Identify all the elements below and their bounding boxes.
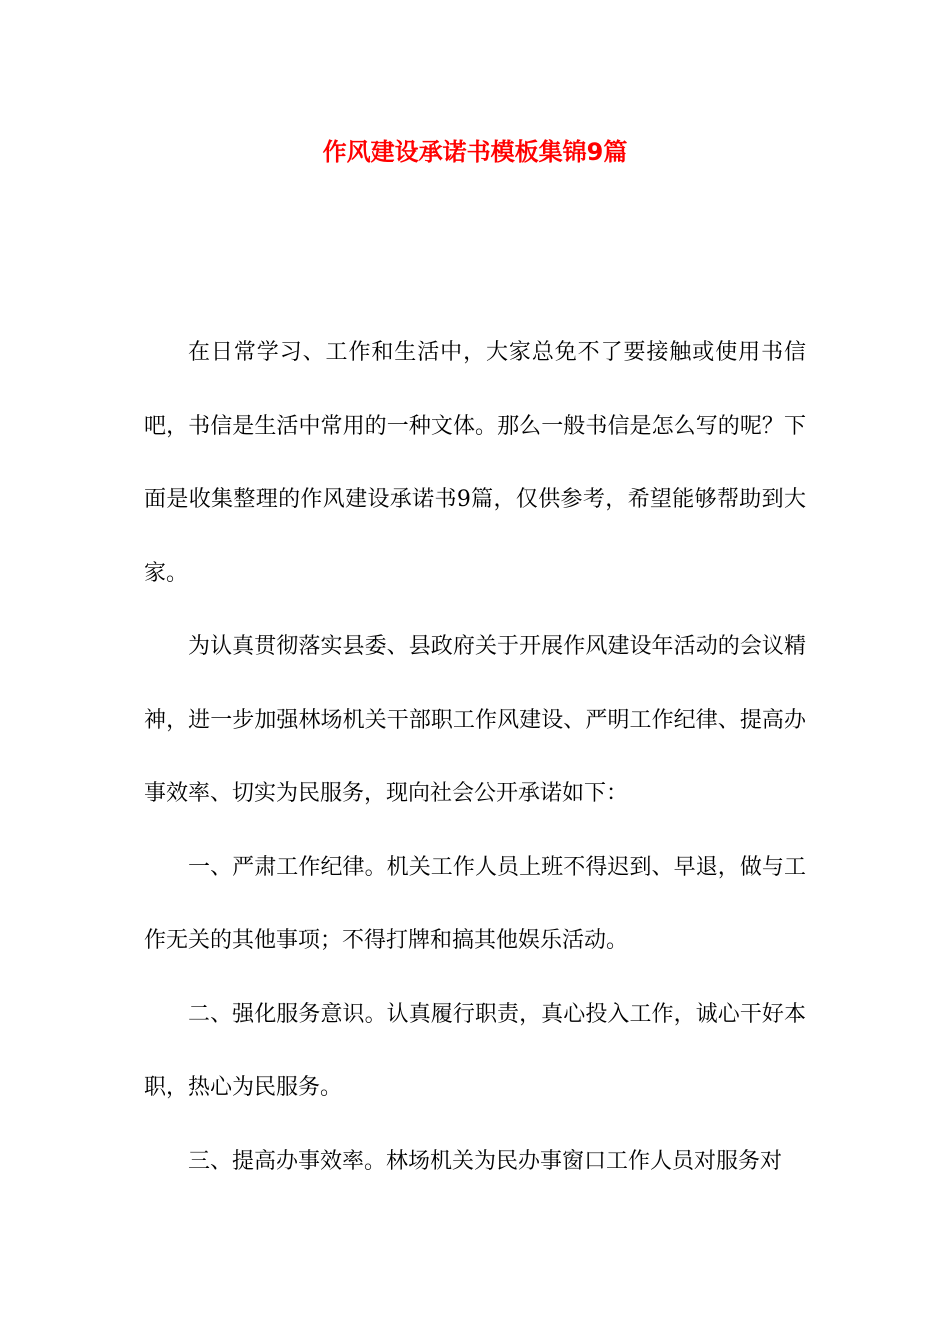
paragraph-item-2: 二、强化服务意识。认真履行职责，真心投入工作，诚心干好本职，热心为民服务。: [144, 1001, 806, 1100]
document-body: [144, 316, 806, 1198]
document-title: 作风建设承诺书模板集锦9篇: [322, 138, 628, 166]
paragraph-item-1: 一、严肃工作纪律。机关工作人员上班不得迟到、早退，做与工作无关的其他事项；不得打牌和搞其他娱乐活动。: [144, 854, 806, 953]
paragraph-intro: 在日常学习、工作和生活中，大家总免不了要接触或使用书信吧，书信是生活中常用的一种文体。那么一般书信是怎么写的呢？下面是收集整理的作风建设承诺书9篇，仅供参考，希望能够帮助到大家。: [144, 340, 806, 586]
paragraph-item-3: 三、提高办事效率。林场机关为民办事窗口工作人员对服务对: [188, 1148, 783, 1174]
paragraph-purpose: 为认真贯彻落实县委、县政府关于开展作风建设年活动的会议精神，进一步加强林场机关干部职工作风建设、严明工作纪律、提高办事效率、切实为民服务，现向社会公开承诺如下：: [144, 634, 806, 806]
